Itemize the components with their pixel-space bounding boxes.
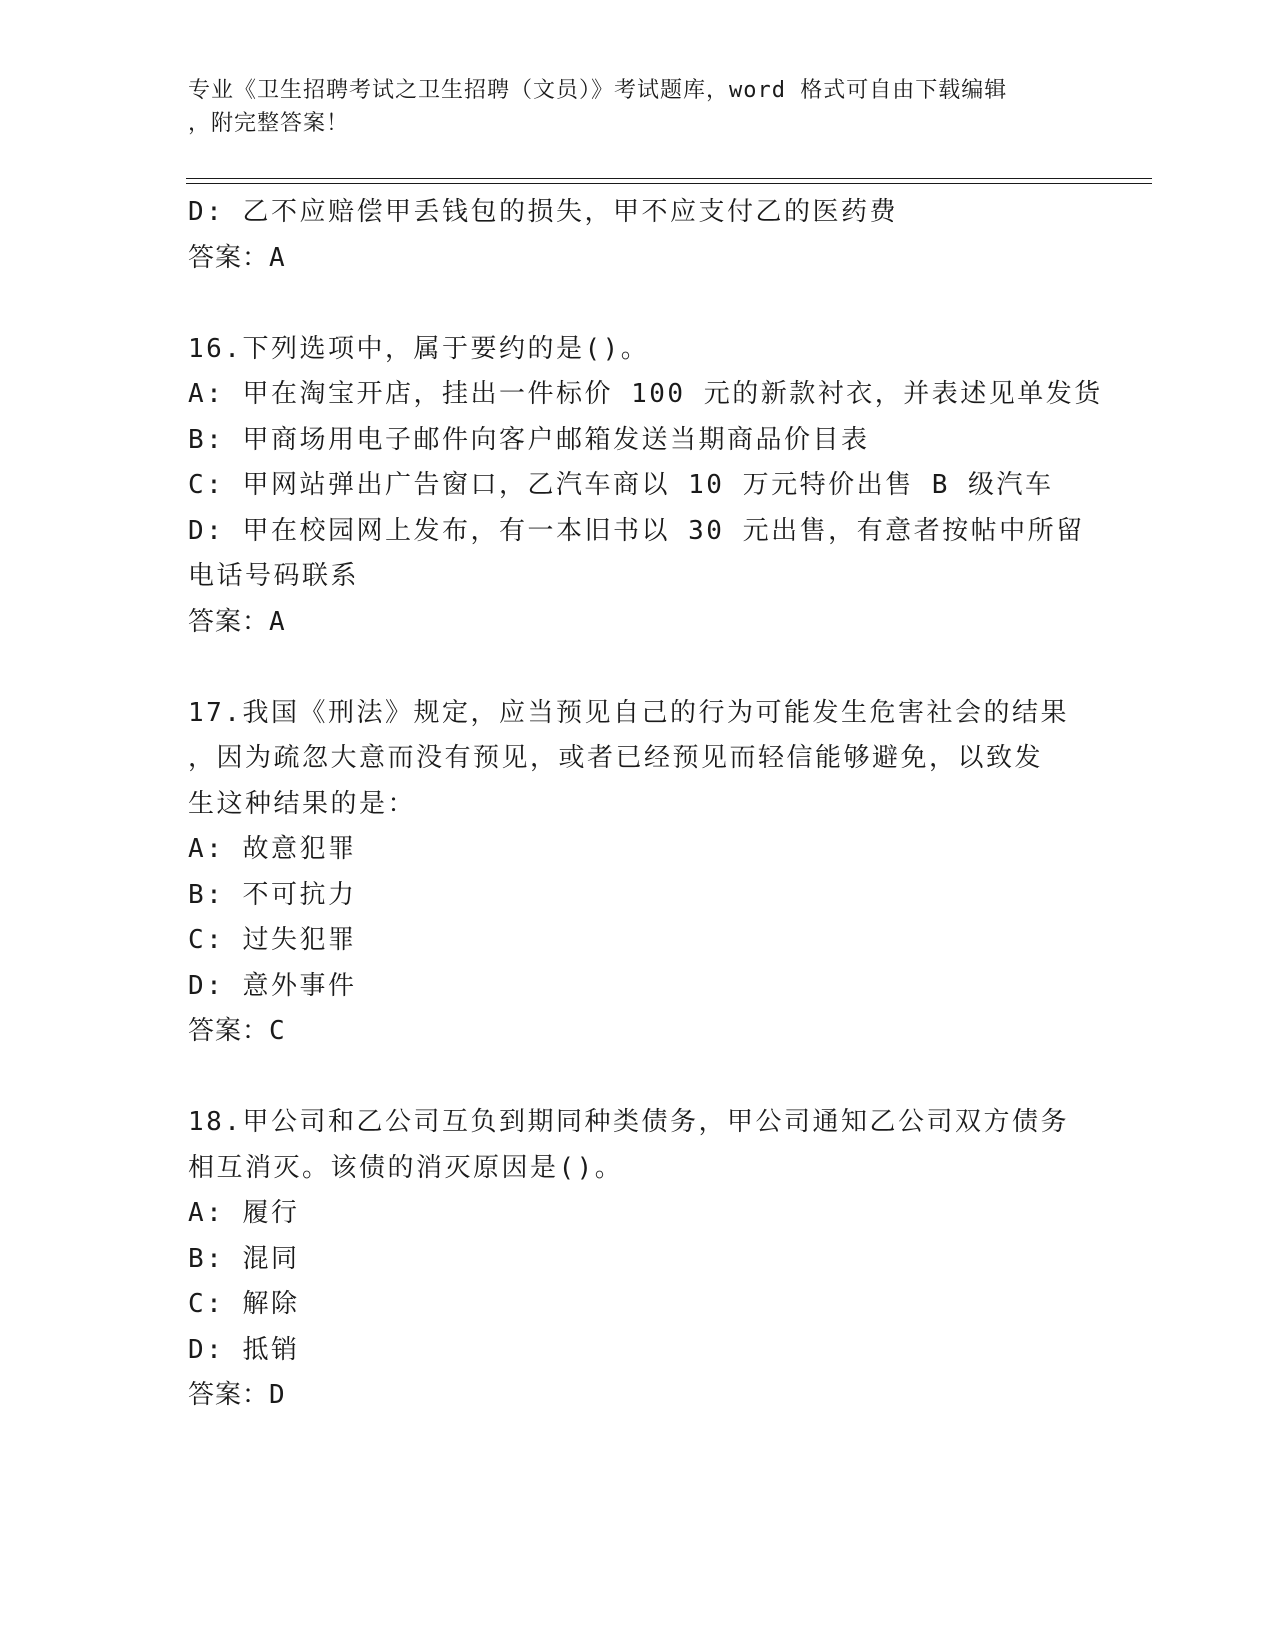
- answer-line: 答案：D: [188, 1380, 286, 1410]
- answer-line: 答案：A: [188, 242, 286, 273]
- question-16: [188, 327, 1103, 646]
- question-17: [188, 691, 1088, 1055]
- option-c: C: 甲网站弹出广告窗口，乙汽车商以 10 万元特价出售 B 级汽车: [188, 470, 1054, 500]
- option-d-continuation: 电话号码联系: [188, 561, 360, 591]
- option-b: B: 不可抗力: [188, 879, 357, 910]
- spacer: [188, 281, 1088, 327]
- option-d: D: 乙不应赔偿甲丢钱包的损失，甲不应支付乙的医药费: [188, 197, 898, 227]
- header-rule-bottom: [186, 183, 1152, 184]
- header-line-1: 专业《卫生招聘考试之卫生招聘（文员）》考试题库，word 格式可自由下载编辑: [188, 78, 1008, 103]
- option-b: B: 甲商场用电子邮件向客户邮箱发送当期商品价目表: [188, 424, 870, 455]
- option-a: A: 故意犯罪: [188, 834, 357, 864]
- option-d: D: 意外事件: [188, 970, 357, 1001]
- option-d: D: 抵销: [188, 1334, 300, 1365]
- spacer: [188, 1055, 1088, 1101]
- question-stem: 18.甲公司和乙公司互负到期同种类债务，甲公司通知乙公司双方债务: [188, 1107, 1069, 1137]
- question-stem-continuation: 生这种结果的是：: [188, 788, 417, 819]
- option-d: D: 甲在校园网上发布，有一本旧书以 30 元出售，有意者按帖中所留: [188, 515, 1085, 546]
- spacer: [188, 645, 1088, 691]
- answer-line: 答案：A: [188, 606, 286, 637]
- option-c: C: 解除: [188, 1289, 300, 1319]
- carryover-question: [188, 190, 1088, 281]
- question-stem: 17.我国《刑法》规定，应当预见自己的行为可能发生危害社会的结果: [188, 697, 1069, 728]
- option-c: C: 过失犯罪: [188, 925, 357, 955]
- header-line-2: ，附完整答案！: [188, 111, 350, 136]
- option-a: A: 甲在淘宝开店，挂出一件标价 100 元的新款衬衣，并表述见单发货: [188, 379, 1103, 409]
- document-body: [188, 190, 1103, 1419]
- question-stem-continuation: 相互消灭。该债的消灭原因是()。: [188, 1152, 624, 1183]
- question-stem: 16.下列选项中，属于要约的是()。: [188, 333, 650, 364]
- option-b: B: 混同: [188, 1243, 300, 1274]
- question-18: [188, 1100, 1088, 1419]
- document-header: [188, 74, 1068, 140]
- question-stem-continuation: ，因为疏忽大意而没有预见，或者已经预见而轻信能够避免，以致发: [188, 743, 1044, 773]
- header-rule-top: [186, 178, 1152, 179]
- answer-line: 答案：C: [188, 1016, 286, 1046]
- option-a: A: 履行: [188, 1198, 300, 1228]
